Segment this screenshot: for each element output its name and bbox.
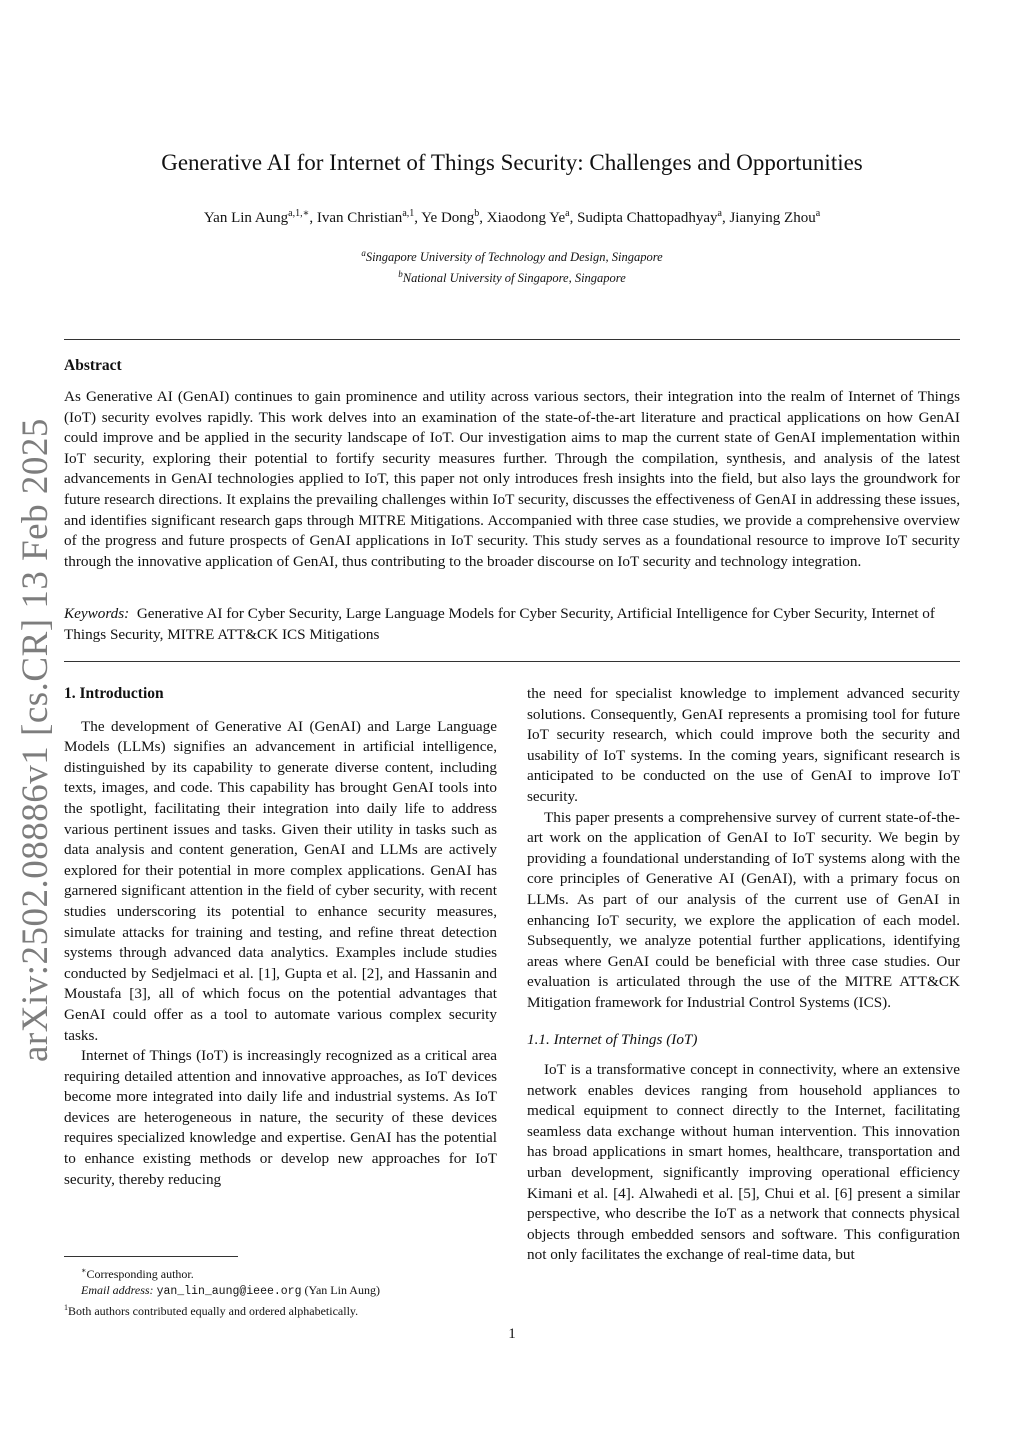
email-address: yan_lin_aung@ieee.org <box>156 1285 302 1298</box>
footnotes <box>64 1263 504 1319</box>
abstract-text: As Generative AI (GenAI) continues to gain prominence and utility across various sectors, their integration into the realm of Internet of Things (IoT) security evolves rapidly. This work delves into an examination of the state-of-the-art literature and practical applications on how GenAI could improve and be applied in the security landscape of IoT. Our investigation aims to map the current state of GenAI implementation within IoT security, exploring their potential to fortify security measures further. Through the compilation, synthesis, and analysis of the latest advancements in GenAI technologies applied to IoT, this paper not only introduces fresh insights into the field, but also lays the groundwork for future research directions. It explains the prevailing challenges within IoT security, discusses the effectiveness of GenAI in addressing these issues, and identifies significant research gaps through MITRE Mitigations. Accompanied with three case studies, we provide a comprehensive overview of the progress and future prospects of GenAI applications in IoT security. This study serves as a foundational resource to improve IoT security through the innovative application of GenAI, thus contributing to the broader discourse on IoT security and technology integration. <box>64 388 960 570</box>
footnote-email: Email address: yan_lin_aung@ieee.org (Yan Lin Aung) <box>81 1283 380 1298</box>
author-name: Jianying Zhou <box>729 210 816 226</box>
author-affil-mark: a,1 <box>402 208 415 219</box>
footnote-equal: $^1$Both authors contributed equally and ordered alphabetically. <box>64 1303 359 1318</box>
paragraph: the need for specialist knowledge to implement advanced security solutions. Consequently, GenAI represents a promising tool for future IoT security research, which could improve both the security and usability of IoT systems. In the coming years, significant research is anticipated to be conducted on the use of GenAI to improve IoT security. <box>527 685 960 805</box>
subsection-heading: 1.1. Internet of Things (IoT) <box>527 1030 698 1048</box>
paragraph: IoT is a transformative concept in connectivity, where an extensive network enables devices ranging from household appliances to medical equipment to connect directly to the Internet, facilitating seamless data exchange without human intervention. This innovation has broad applications in smart homes, healthcare, transportation and urban development, significantly improving operational efficiency Kimani et al. [4]. Alwahedi et al. [5], Chui et al. [6] present a similar perspective, who describe the IoT as a network that connects physical objects through embedded sensors and software. This configuration not only facilitates the exchange of real-time data, but <box>527 1061 960 1264</box>
author-affil-mark: a <box>815 208 821 219</box>
author-affil-mark: a <box>717 208 722 219</box>
affiliation: $^a$Singapore University of Technology and Design, Singapore <box>361 248 663 265</box>
author-name: Ye Dong <box>421 210 475 226</box>
keywords <box>64 604 960 645</box>
author-name: Ivan Christian <box>316 210 403 226</box>
top-divider <box>64 339 960 340</box>
author-list: Yan Lin Aung$^{a,1,∗}$, Ivan Christian$^{a,1}$, Ye Dong$^b$, Xiaodong Ye$^a$, Sudipta Chattopadhyay$^a$, Jianying Zhou$^a$ <box>203 208 821 226</box>
author-name: Sudipta Chattopadhyay <box>577 210 718 226</box>
author-affil-mark: a <box>565 208 570 219</box>
keywords-label: Keywords: <box>64 605 130 622</box>
author-affil-mark: b <box>474 208 480 219</box>
right-column <box>527 684 960 1266</box>
paragraph: Internet of Things (IoT) is increasingly recognized as a critical area requiring detailed attention and innovative approaches, as IoT devices become more integrated into daily life and industrial systems. As IoT devices are heterogeneous in nature, the security of these devices requires specialized knowledge and expertise. GenAI has the potential to enhance existing methods or develop new approaches for IoT security, thereby reducing <box>64 1047 497 1188</box>
section-heading: 1. Introduction <box>64 685 164 702</box>
abstract-heading: Abstract <box>64 357 122 374</box>
arxiv-identifier: arXiv:2502.08886v1 [cs.CR] 13 Feb 2025 <box>15 418 56 1062</box>
keywords-text: Generative AI for Cyber Security, Large Language Models for Cyber Security, Artificial Intelligence for Cyber Security, Internet of Things Security, MITRE ATT&CK ICS Mitigations <box>64 605 935 643</box>
left-column <box>64 684 497 1190</box>
footnote-divider <box>64 1256 238 1257</box>
author-name: Yan Lin Aung <box>203 210 289 226</box>
affiliation: $^b$National University of Singapore, Singapore <box>398 269 626 286</box>
author-name: Xiaodong Ye <box>486 210 566 226</box>
paragraph: The development of Generative AI (GenAI) and Large Language Models (LLMs) signifies an advancement in artificial intelligence, distinguished by its capability to generate diverse content, including texts, images, and code. This capability has brought GenAI tools into the spotlight, facilitating their integration into daily life to address various pertinent issues and tasks. Given their utility in tasks such as data analysis and content generation, GenAI and LLMs are actively explored for their potential in more complex applications. GenAI has garnered significant attention in the field of cyber security, with recent studies underscoring its potential to enhance security measures, simulate attacks for training and testing, and refine threat detection systems through advanced data analytics. Examples include studies conducted by Sedjelmaci et al. [1], Gupta et al. [2], and Hassanin and Moustafa [3], all of which focus on the potential advantages that GenAI could offer as a tool to automate various complex security tasks. <box>64 717 497 1044</box>
paper-title: Generative AI for Internet of Things Security: Challenges and Opportunities <box>161 150 863 175</box>
paragraph: This paper presents a comprehensive survey of current state-of-the-art work on the application of GenAI to IoT security. We begin by providing a foundational understanding of IoT systems along with the core principles of Generative AI (GenAI), with a primary focus on LLMs. As part of our analysis of the current use of GenAI in enhancing IoT security, we explore the application of each model. Subsequently, we analyze potential further applications, identifying areas where GenAI could be beneficial with three case studies. Our evaluation is articulated through the use of the MITRE ATT&CK Mitigation framework for Industrial Control Systems (ICS). <box>527 808 960 1011</box>
page-number: 1 <box>508 1326 516 1342</box>
bottom-divider <box>64 661 960 662</box>
affiliations <box>0 245 1024 287</box>
footnote-corresponding: ∗Corresponding author. <box>81 1266 194 1281</box>
author-affil-mark: a,1,∗ <box>288 208 310 219</box>
